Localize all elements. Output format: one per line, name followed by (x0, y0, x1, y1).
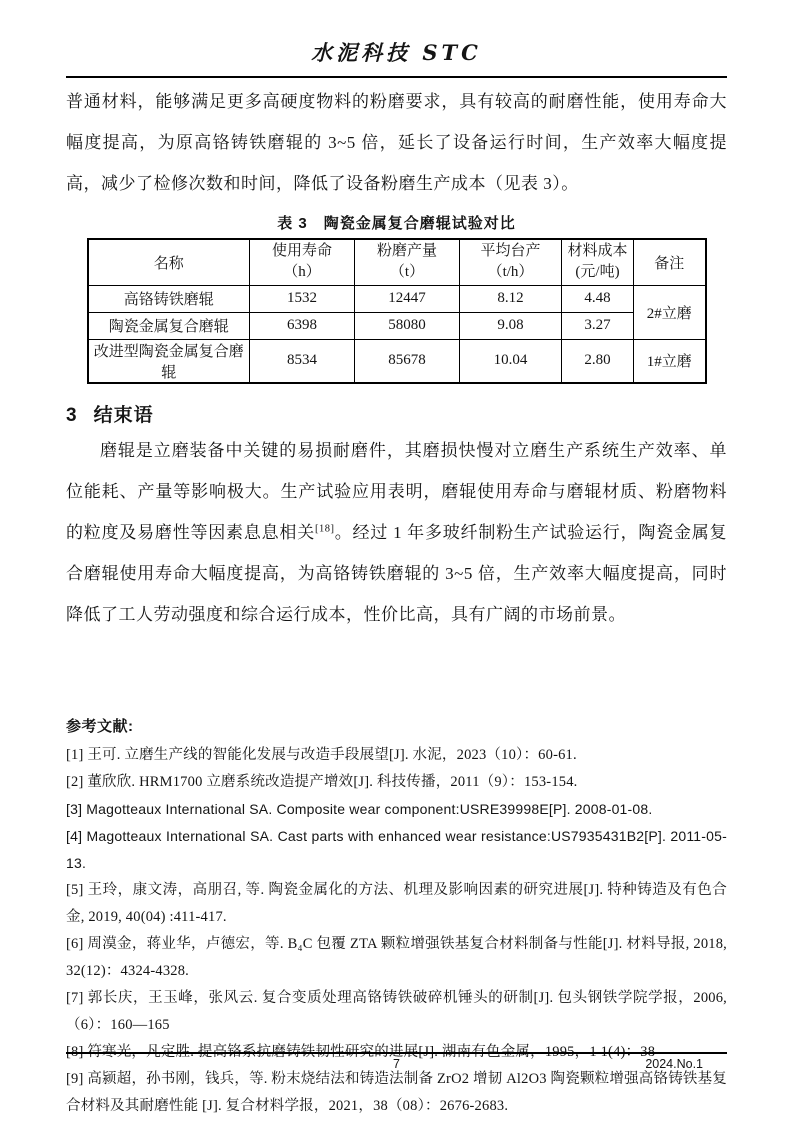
reference-item-4: [4] Magotteaux International SA. Cast parts with enhanced wear resistance:US7935431B2[P]. 2011-05-13. (66, 827, 727, 871)
footer-rule (66, 1052, 727, 1054)
section-title: 结束语 (93, 404, 154, 426)
col-header-service-life: 使用寿命 （h） (250, 239, 355, 285)
cell-avg: 9.08 (460, 312, 562, 339)
col-header-grinding-output: 粉磨产量 （t） (355, 239, 460, 285)
cell-output: 12447 (355, 285, 460, 312)
cell-life: 8534 (250, 339, 355, 383)
cell-name: 高铬铸铁磨辊 (88, 285, 250, 312)
col-header-remark: 备注 (634, 239, 706, 285)
cell-output: 58080 (355, 312, 460, 339)
reference-item-5: [5] 王玲，康文涛，高朋召, 等. 陶瓷金属化的方法、机理及影响因素的研究进展[J]. 特种铸造及有色合金, 2019, 40(04) :411-417. (66, 881, 727, 925)
reference-item-8: [8] 符寒光，凡定胜. 提高铬系抗磨铸铁韧性研究的进展[J]. 湖南有色金属，1995，1 1(4)：38 (66, 1043, 656, 1060)
col-header-material-cost: 材料成本 (元/吨) (562, 239, 634, 285)
table-row (88, 312, 706, 339)
cell-avg: 8.12 (460, 285, 562, 312)
conclusion-text-after-citation: 。经过 1 年多玻纤制粉生产试验运行，陶瓷金属复合磨辊使用寿命大幅度提高，为高铬铸铁磨辊的 3~5 倍，生产效率大幅度提高，同时降低了工人劳动强度和综合运行成本，性价比高，具有广阔的市场前景。 (66, 522, 728, 624)
conclusion-text-before-citation: 磨辊是立磨装备中关键的易损耐磨件，其磨损快慢对立磨生产系统生产效率、单位能耗、产量等影响极大。生产试验应用表明，磨辊使用寿命与磨辊材质、粉磨物料的粒度及易磨性等因素息息相关 (66, 440, 727, 542)
citation-superscript: [18] (314, 522, 335, 534)
page-body (66, 81, 727, 1120)
col-header-name: 名称 (88, 239, 250, 285)
comparison-table (87, 238, 707, 384)
cell-note: 2#立磨 (634, 285, 706, 339)
references-heading: 参考文献: (66, 717, 134, 735)
reference-item-3: [3] Magotteaux International SA. Composite wear component:USRE39998E[P]. 2008-01-08. (66, 800, 653, 817)
section-number: 3 (66, 404, 78, 426)
reference-item-9: [9] 高颍超，孙书刚，钱兵，等. 粉末烧结法和铸造法制备 ZrO2 增韧 Al2O3 陶瓷颗粒增强高铬铸铁基复合材料及其耐磨性能 [J]. 复合材料学报，2021，38（08）：2676-2683. (66, 1070, 727, 1114)
cell-cost: 3.27 (562, 312, 634, 339)
section-heading-conclusion (66, 400, 727, 427)
page-footer (66, 1052, 727, 1077)
table-row (88, 339, 706, 383)
conclusion-paragraph (66, 430, 727, 635)
header-rule (66, 76, 727, 78)
cell-output: 85678 (355, 339, 460, 383)
cell-note: 1#立磨 (634, 339, 706, 383)
table-caption: 表 3 陶瓷金属复合磨辊试验对比 (277, 215, 516, 232)
cell-life: 1532 (250, 285, 355, 312)
intro-paragraph: 普通材料，能够满足更多高硬度物料的粉磨要求，具有较高的耐磨性能，使用寿命大幅度提高，为原高铬铸铁磨辊的 3~5 倍，延长了设备运行时间，生产效率大幅度提高，减少了检修次数和时间，降低了设备粉磨生产成本（见表 3）。 (66, 92, 727, 193)
cell-name: 陶瓷金属复合磨辊 (88, 312, 250, 339)
cell-life: 6398 (250, 312, 355, 339)
issue-label: 2024.No.1 (645, 1057, 703, 1071)
cell-cost: 4.48 (562, 285, 634, 312)
footer-row (66, 1057, 727, 1077)
journal-title: 水泥科技 STC (311, 40, 482, 65)
reference-item-6: [6] 周漠金，蒋业华，卢德宏，等. B₄C 包覆 ZTA 颗粒增强铁基复合材料制备与性能[J]. 材料导报, 2018, 32(12)：4324-4328. (66, 935, 727, 979)
cell-cost: 2.80 (562, 339, 634, 383)
page-header (66, 40, 727, 78)
reference-item-1: [1] 王可. 立磨生产线的智能化发展与改造手段展望[J]. 水泥，2023（10）：60-61. (66, 746, 577, 763)
cell-name: 改进型陶瓷金属复合磨辊 (88, 339, 250, 383)
table-row (88, 285, 706, 312)
page-number: 7 (393, 1057, 400, 1071)
table-header-row (88, 239, 706, 285)
reference-item-2: [2] 董欣欣. HRM1700 立磨系统改造提产增效[J]. 科技传播，2011（9）：153-154. (66, 773, 578, 790)
col-header-avg-output: 平均台产 （t/h） (460, 239, 562, 285)
reference-item-7: [7] 郭长庆，王玉峰，张风云. 复合变质处理高铬铸铁破碎机锤头的研制[J]. 包头钢铁学院学报，2006,（6）：160—165 (66, 989, 727, 1033)
cell-avg: 10.04 (460, 339, 562, 383)
